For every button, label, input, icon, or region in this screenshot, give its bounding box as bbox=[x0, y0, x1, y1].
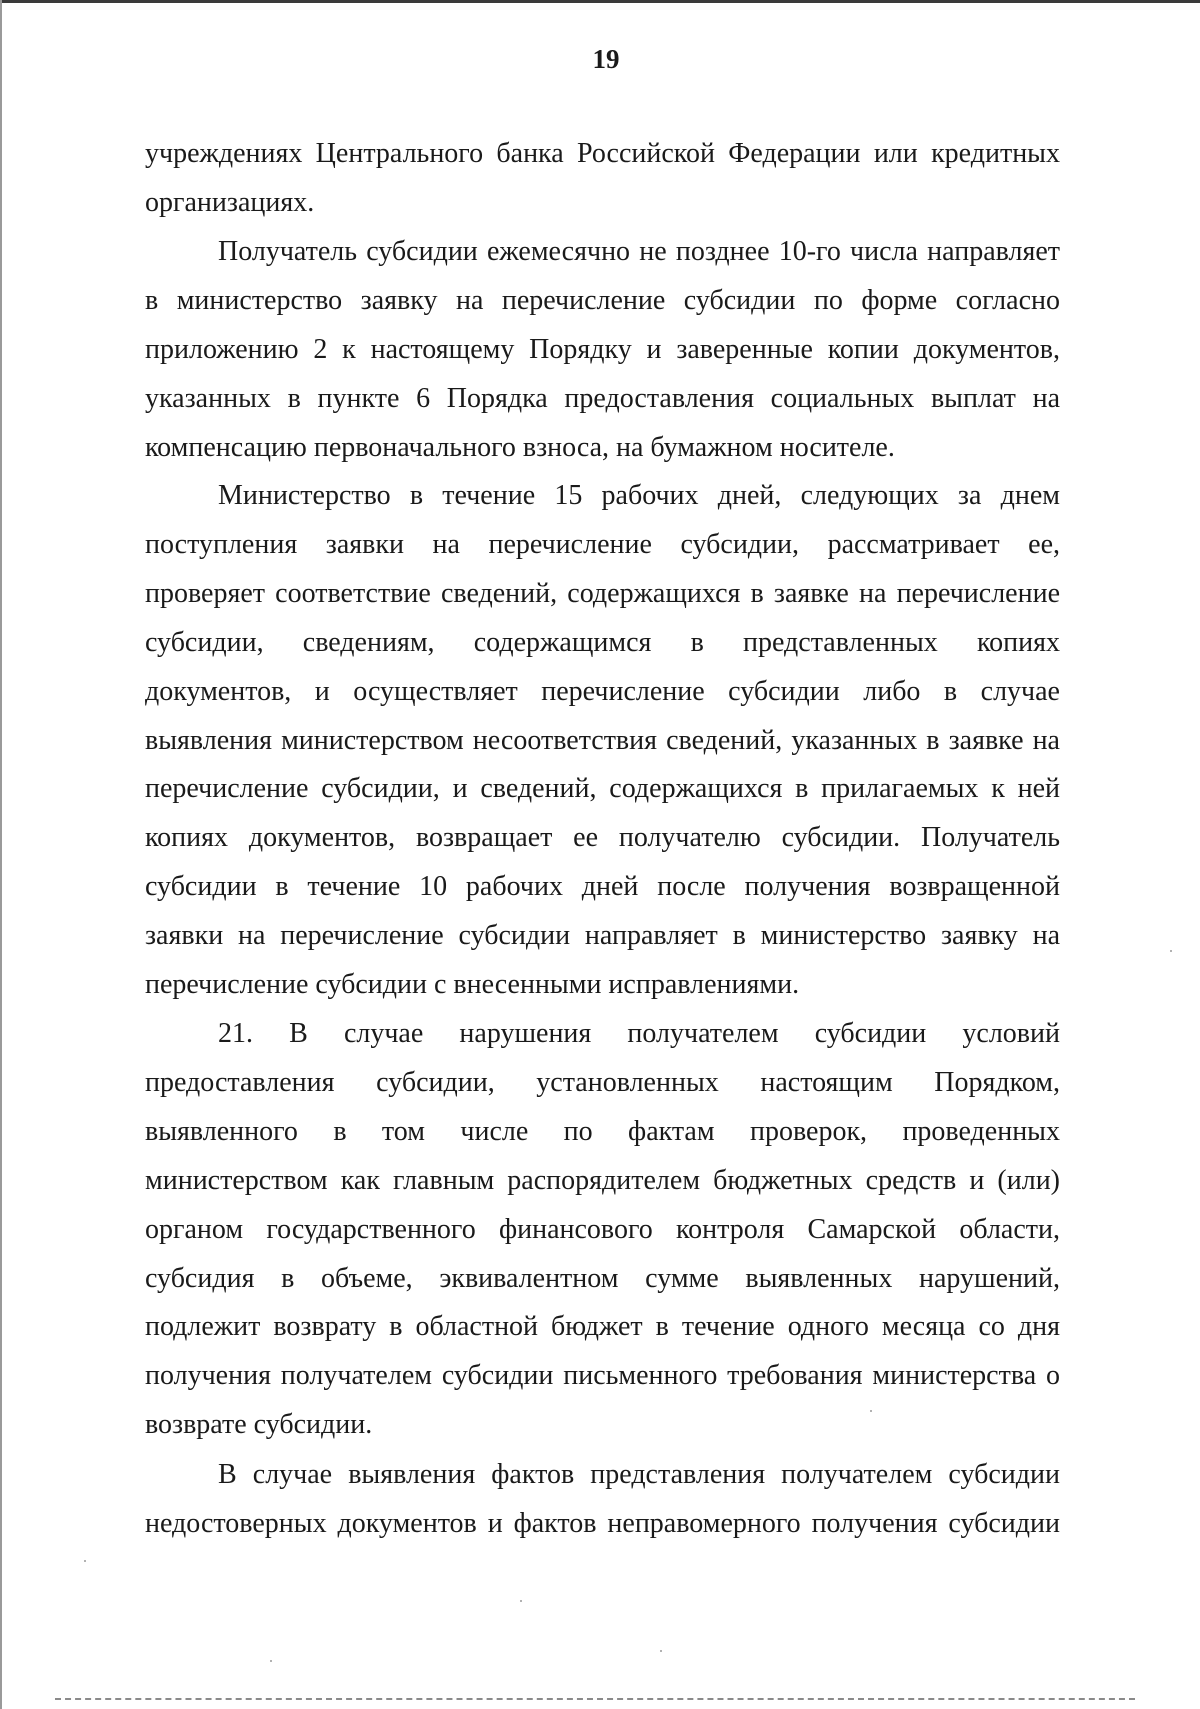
text-line: перечисление субсидии с внесенными исправлениями. bbox=[145, 969, 800, 1001]
text-line: Министерство в течение 15 рабочих дней, следующих за днем bbox=[218, 480, 1060, 511]
text-line: выявленного в том числе по фактам проверок, проведенных bbox=[145, 1115, 1060, 1147]
text-line: 21. В случае нарушения получателем субсидии условий bbox=[218, 1018, 1060, 1049]
text-line: получения получателем субсидии письменного требования министерства о bbox=[145, 1360, 1060, 1392]
page-number: 19 bbox=[592, 44, 620, 74]
text-line: перечисление субсидии, и сведений, содержащихся в прилагаемых к ней bbox=[145, 773, 1060, 805]
scan-edge-top bbox=[0, 0, 1200, 3]
scan-speck bbox=[270, 1660, 272, 1662]
text-line: В случае выявления фактов представления получателем субсидии bbox=[218, 1459, 1060, 1490]
text-line: поступления заявки на перечисление субсидии, рассматривает ее, bbox=[145, 528, 1060, 560]
scan-edge-bottom bbox=[55, 1698, 1135, 1700]
scan-edge-left bbox=[0, 0, 2, 1709]
text-line: недостоверных документов и фактов неправомерного получения субсидии bbox=[145, 1507, 1060, 1539]
text-line: копиях документов, возвращает ее получателю субсидии. Получатель bbox=[145, 822, 1060, 854]
text-line: организациях. bbox=[145, 186, 315, 218]
text-line: приложению 2 к настоящему Порядку и заверенные копии документов, bbox=[145, 333, 1060, 365]
text-line: Получатель субсидии ежемесячно не позднее 10-го числа направляет bbox=[218, 236, 1060, 267]
text-line: выявления министерством несоответствия сведений, указанных в заявке на bbox=[145, 724, 1060, 756]
text-line: субсидии в течение 10 рабочих дней после получения возвращенной bbox=[145, 871, 1060, 903]
text-line: учреждениях Центрального банка Российской Федерации или кредитных bbox=[145, 138, 1060, 169]
scan-speck bbox=[660, 1650, 662, 1652]
text-line: субсидия в объеме, эквивалентном сумме выявленных нарушений, bbox=[145, 1262, 1060, 1294]
scan-speck bbox=[520, 1600, 522, 1602]
paragraph-1 bbox=[145, 130, 1060, 228]
text-line: проверяет соответствие сведений, содержащихся в заявке на перечисление bbox=[145, 577, 1060, 609]
paragraph-5 bbox=[145, 1451, 1060, 1549]
text-line: в министерство заявку на перечисление субсидии по форме согласно bbox=[145, 284, 1060, 316]
text-line: органом государственного финансового контроля Самарской области, bbox=[145, 1213, 1060, 1245]
text-line: заявки на перечисление субсидии направляет в министерство заявку на bbox=[145, 920, 1060, 952]
text-line: возврате субсидии. bbox=[145, 1409, 373, 1441]
text-line: субсидии, сведениям, содержащимся в представленных копиях bbox=[145, 626, 1060, 658]
text-line: подлежит возврату в областной бюджет в течение одного месяца со дня bbox=[145, 1311, 1060, 1343]
text-line: компенсацию первоначального взноса, на бумажном носителе. bbox=[145, 431, 895, 463]
scan-speck bbox=[1170, 950, 1172, 952]
text-line: указанных в пункте 6 Порядка предоставления социальных выплат на bbox=[145, 382, 1060, 414]
scan-speck bbox=[870, 1410, 872, 1412]
paragraph-4 bbox=[145, 1010, 1060, 1450]
paragraph-3 bbox=[145, 472, 1060, 1010]
scan-speck bbox=[84, 1560, 86, 1562]
text-line: предоставления субсидии, установленных настоящим Порядком, bbox=[145, 1066, 1060, 1098]
text-line: министерством как главным распорядителем бюджетных средств и (или) bbox=[145, 1164, 1060, 1196]
text-line: документов, и осуществляет перечисление субсидии либо в случае bbox=[145, 675, 1060, 707]
paragraph-2 bbox=[145, 228, 1060, 473]
